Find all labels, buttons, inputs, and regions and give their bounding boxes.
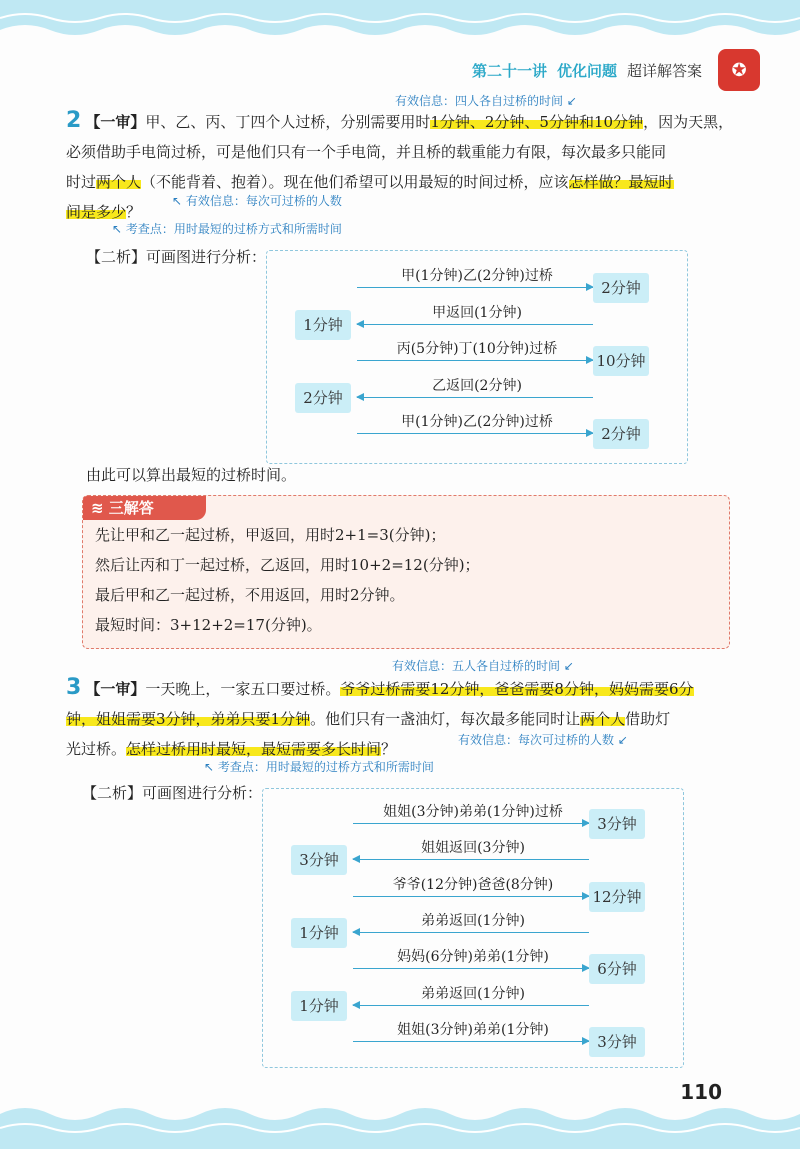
q2-line-2: 必须借助手电筒过桥，可是他们只有一个手电筒，并且桥的载重能力有限，每次最多只能同 [66, 143, 667, 161]
q2-time-box: 2分钟 [593, 273, 649, 303]
q2-highlight-question: 间是多少 [66, 203, 127, 221]
q2-arrow-right [357, 287, 593, 288]
q2-line-1 [66, 106, 746, 137]
q2-analysis-label: 【二析】可画图进行分析： [86, 248, 267, 266]
q2-highlight-times: 1分钟、2分钟、5分钟和10分钟 [430, 113, 644, 131]
q3-note-info: 有效信息：五人各自过桥的时间 ↙ [392, 659, 574, 673]
q2-diagram [266, 250, 688, 464]
q2-number: 2 [66, 108, 82, 133]
q3-text-part: 。他们只有一盏油灯，每次最多能同时让 [310, 710, 581, 728]
q3-tag: 【一审】 [85, 680, 146, 698]
q3-text-part: 光过桥。 [66, 740, 127, 758]
q3-number: 3 [66, 675, 82, 700]
q2-text-part: ？ [126, 203, 142, 221]
q2-note-people: ↖ 有效信息：每次可过桥的人数 [172, 194, 342, 208]
q3-arrow-right [353, 823, 589, 824]
q3-text-part: ？ [381, 740, 397, 758]
q3-highlight-times: 钟，姐姐需要3分钟，弟弟只要1分钟 [66, 710, 311, 728]
q2-arrow-left [357, 397, 593, 398]
q2-text-part: 时过 [66, 173, 97, 191]
q3-step-label: 姐姐(3分钟)弟弟(1分钟)过桥 [383, 804, 563, 820]
q2-step-label: 甲(1分钟)乙(2分钟)过桥 [401, 414, 553, 430]
q3-note-key: ↖ 考查点：用时最短的过桥方式和所需时间 [204, 760, 434, 774]
q3-step-label: 妈妈(6分钟)弟弟(1分钟) [397, 949, 549, 966]
q2-step-label: 甲返回(1分钟) [432, 304, 522, 321]
q3-arrow-right [353, 1041, 589, 1042]
q2-time-box: 2分钟 [295, 383, 351, 413]
q2-step-label: 乙返回(2分钟) [432, 377, 522, 394]
q2-time-box: 10分钟 [593, 346, 649, 376]
solution-line-3: 最后甲和乙一起过桥，不用返回，用时2分钟。 [95, 586, 405, 604]
q3-arrow-left [353, 1005, 589, 1006]
q2-text-part: （不能背着、抱着）。现在他们希望可以用最短的时间过桥，应该 [141, 173, 569, 191]
q2-highlight-people: 两个人 [96, 173, 142, 191]
q3-text [66, 673, 746, 764]
q3-arrow-left [353, 932, 589, 933]
top-wave-decoration [0, 0, 800, 52]
q3-step-label: 姐姐(3分钟)弟弟(1分钟) [397, 1021, 549, 1038]
page-header [472, 50, 760, 90]
header-subtitle: 超详解答案 [626, 61, 702, 80]
q2-highlight-question: 怎样做？最短时 [568, 173, 674, 191]
solution-title: ≋ 三解答 [83, 496, 206, 520]
q3-arrow-left [353, 859, 589, 860]
q3-time-box: 12分钟 [589, 882, 645, 912]
lecture-topic: 优化问题 [556, 61, 617, 80]
q3-arrow-right [353, 896, 589, 897]
q2-conclusion: 由此可以算出最短的过桥时间。 [86, 466, 297, 484]
q3-time-box: 3分钟 [589, 1027, 645, 1057]
q2-solution-box [82, 495, 730, 649]
q2-tag: 【一审】 [85, 113, 146, 131]
q2-arrow-right [357, 360, 593, 361]
q3-highlight-times: 爷爷过桥需要12分钟，爸爸需要8分钟，妈妈需要6分 [340, 680, 694, 698]
q2-step-label: 丙(5分钟)丁(10分钟)过桥 [396, 341, 558, 357]
q3-time-box: 3分钟 [291, 845, 347, 875]
q2-text [66, 106, 746, 227]
q2-text-part: 甲、乙、丙、丁四个人过桥，分别需要用时 [145, 113, 431, 131]
q3-arrow-right [353, 968, 589, 969]
q3-time-box: 1分钟 [291, 991, 347, 1021]
q3-diagram [262, 788, 684, 1068]
q3-text-part: 借助灯 [625, 710, 671, 728]
q2-time-box: 2分钟 [593, 419, 649, 449]
q2-time-box: 1分钟 [295, 310, 351, 340]
page-number: 110 [680, 1080, 722, 1104]
q2-text-part: ，因为天黑， [643, 113, 734, 131]
q3-line-2 [66, 704, 746, 734]
q2-line-3 [66, 167, 746, 197]
q3-line-1 [66, 673, 746, 704]
q3-text-part: 一天晚上，一家五口要过桥。 [145, 680, 341, 698]
q2-note-info: 有效信息：四人各自过桥的时间 ↙ [395, 94, 577, 108]
q2-note-key: ↖ 考查点：用时最短的过桥方式和所需时间 [112, 222, 342, 236]
solution-line-4: 最短时间：3+12+2=17(分钟)。 [95, 616, 322, 634]
q3-time-box: 3分钟 [589, 809, 645, 839]
q3-time-box: 6分钟 [589, 954, 645, 984]
solution-line-1: 先让甲和乙一起过桥，甲返回，用时2+1=3(分钟)； [95, 526, 446, 544]
q3-step-label: 弟弟返回(1分钟) [421, 985, 525, 1002]
q3-step-label: 姐姐返回(3分钟) [421, 840, 525, 857]
q2-arrow-left [357, 324, 593, 325]
q3-analysis-label: 【二析】可画图进行分析： [82, 784, 263, 802]
q3-step-label: 弟弟返回(1分钟) [421, 912, 525, 929]
seal-icon: ✪ [718, 49, 760, 91]
q3-note-people: 有效信息：每次可过桥的人数 ↙ [458, 733, 628, 747]
solution-line-2: 然后让丙和丁一起过桥，乙返回，用时10+2=12(分钟)； [95, 556, 480, 574]
q2-step-label: 甲(1分钟)乙(2分钟)过桥 [401, 268, 553, 284]
lecture-number: 第二十一讲 [471, 61, 547, 80]
q3-step-label: 爷爷(12分钟)爸爸(8分钟) [392, 876, 554, 893]
q3-highlight-people: 两个人 [580, 710, 626, 728]
q3-highlight-question: 怎样过桥用时最短，最短需要多长时间 [126, 740, 382, 758]
q3-time-box: 1分钟 [291, 918, 347, 948]
q2-arrow-right [357, 433, 593, 434]
